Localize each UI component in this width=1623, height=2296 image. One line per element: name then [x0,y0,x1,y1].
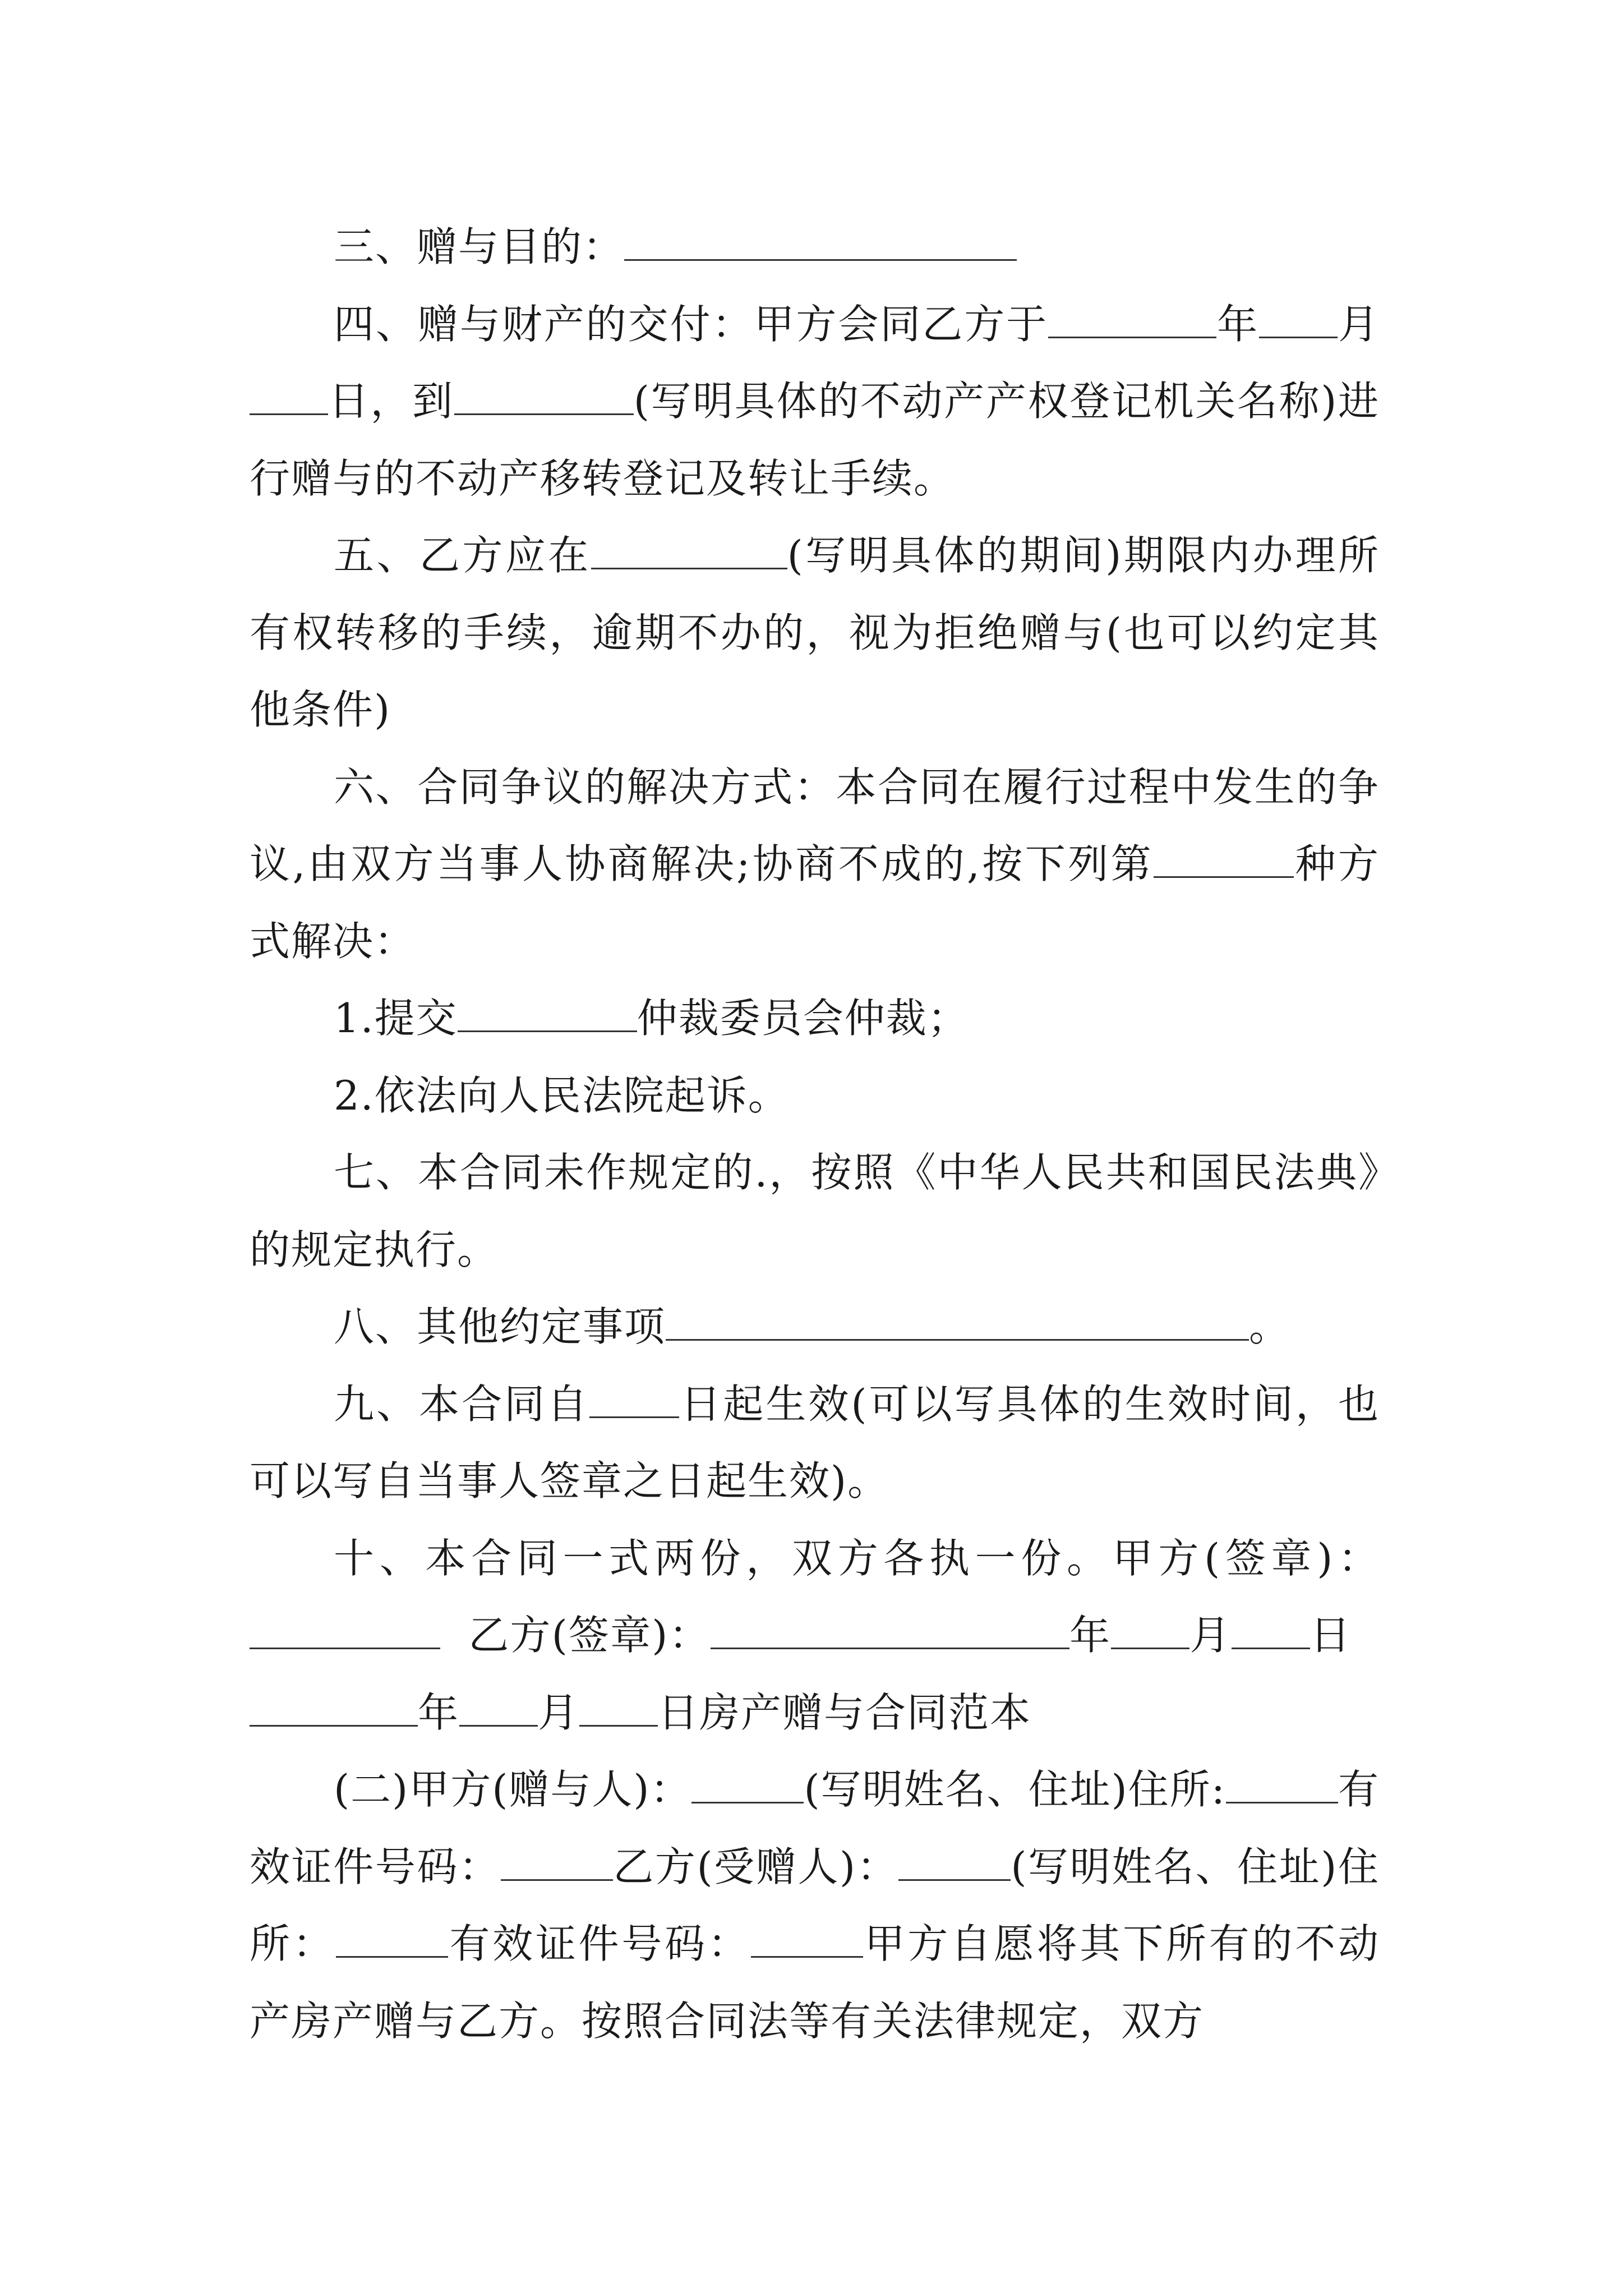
clause-7 [250,1134,1380,1289]
clause-8-text-a: 八、其他约定事项 [334,1303,666,1350]
blank-month-b[interactable] [1111,1609,1189,1649]
document-page [250,209,1380,2060]
section-2-text-b: (写明姓名、住址)住所: [804,1766,1226,1813]
blank-donee-name[interactable] [898,1841,1011,1880]
clause-6-option-1 [250,980,1380,1057]
blank-donee-address[interactable] [336,1918,448,1958]
clause-4-year-label: 年 [1216,300,1260,348]
clause-9-text-a: 九、本合同自 [334,1380,590,1428]
blank-donor-address[interactable] [1226,1764,1338,1803]
clause-6 [250,749,1380,981]
section-2-text-a: (二)甲方(赠与人)： [334,1766,692,1813]
blank-party-a-signature[interactable] [250,1609,440,1649]
clause-4-month-label: 月 [1338,300,1380,348]
option-1-text-b: 仲裁委员会仲裁； [637,995,969,1042]
blank-donee-id[interactable] [751,1918,863,1958]
section-2-text-e: (写明姓名、住址)住所： [250,1843,1380,1967]
blank-effective-date[interactable] [589,1378,679,1418]
clause-4-text-a: 四、赠与财产的交付：甲方会同乙方于 [334,300,1049,348]
clause-10 [250,1520,1380,1752]
clause-10-year-a: 年 [1069,1612,1112,1659]
clause-10-text-h: 日房产赠与合同范本 [658,1688,1032,1736]
blank-donor-name[interactable] [691,1764,804,1803]
option-2-text: 2.依法向人民法院起诉。 [334,1071,790,1119]
blank-day-b[interactable] [1232,1609,1310,1649]
clause-4-text-e: (写明具体的不动产产权登记机关名称)进行赠与的不动产移转登记及转让手续。 [250,378,1380,502]
blank-resolution-option[interactable] [1154,838,1294,878]
blank-other-terms[interactable] [666,1301,1249,1341]
clause-10-party-b-label: 乙方(签章)： [468,1612,711,1659]
clause-5-text-a: 五、乙方应在 [334,532,591,579]
clause-8-text-b: 。 [1249,1303,1291,1350]
option-1-text-a: 1.提交 [334,995,458,1042]
blank-month-c[interactable] [459,1686,538,1726]
clause-10-text-a: 十、本合同一式两份，双方各执一份。甲方(签章)： [334,1534,1380,1582]
clause-7-text: 七、本合同未作规定的.，按照《中华人民共和国民法典》的规定执行。 [250,1149,1380,1273]
blank-arbitration-committee[interactable] [458,992,637,1032]
section-2-text-g: 甲方自愿将其下所有的不动产房产赠与乙方。按照合同法等有关法律规定，双方 [250,1920,1380,2045]
blank-day[interactable] [250,375,328,415]
section-2-text-c: 有效证件号码： [250,1766,1380,1890]
section-2-intro [250,1751,1380,2060]
clause-6-text-b: 种方式解决： [250,840,1380,965]
clause-8 [250,1289,1380,1366]
blank-donor-id[interactable] [501,1841,613,1880]
blank-period[interactable] [591,530,787,569]
clause-6-text-a: 六、合同争议的解决方式：本合同在履行过程中发生的争议,由双方当事人协商解决;协商不成的,按下列第 [250,763,1380,887]
blank-day-c[interactable] [579,1686,658,1726]
blank-registry-office[interactable] [454,375,634,415]
clause-9-text-b: 日起生效(可以写具体的生效时间，也可以写自当事人签章之日起生效)。 [250,1380,1380,1504]
clause-4-day-label: 日，到 [328,378,454,425]
clause-6-option-2 [250,1057,1380,1135]
blank-party-b-signature[interactable] [711,1609,1069,1649]
clause-3 [250,209,1380,286]
clause-5 [250,517,1380,749]
clause-10-month-a: 月 [1189,1612,1232,1659]
clause-10-day-a: 日 [1310,1612,1352,1659]
blank-gift-purpose[interactable] [624,221,1017,261]
section-2-text-d: 乙方(受赠人)： [612,1843,899,1890]
clause-5-text-b: (写明具体的期间)期限内办理所有权转移的手续，逾期不办的，视为拒绝赠与(也可以约定其他条件) [250,532,1380,733]
clause-3-label: 三、赠与目的： [334,223,625,270]
section-2-text-f: 有效证件号码： [448,1920,751,1967]
blank-year-c[interactable] [250,1686,418,1726]
clause-10-month-b: 月 [538,1688,580,1736]
clause-4 [250,286,1380,518]
clause-9 [250,1366,1380,1520]
blank-year[interactable] [1048,298,1216,338]
clause-10-year-b: 年 [418,1688,460,1736]
blank-month-a[interactable] [1259,298,1338,338]
